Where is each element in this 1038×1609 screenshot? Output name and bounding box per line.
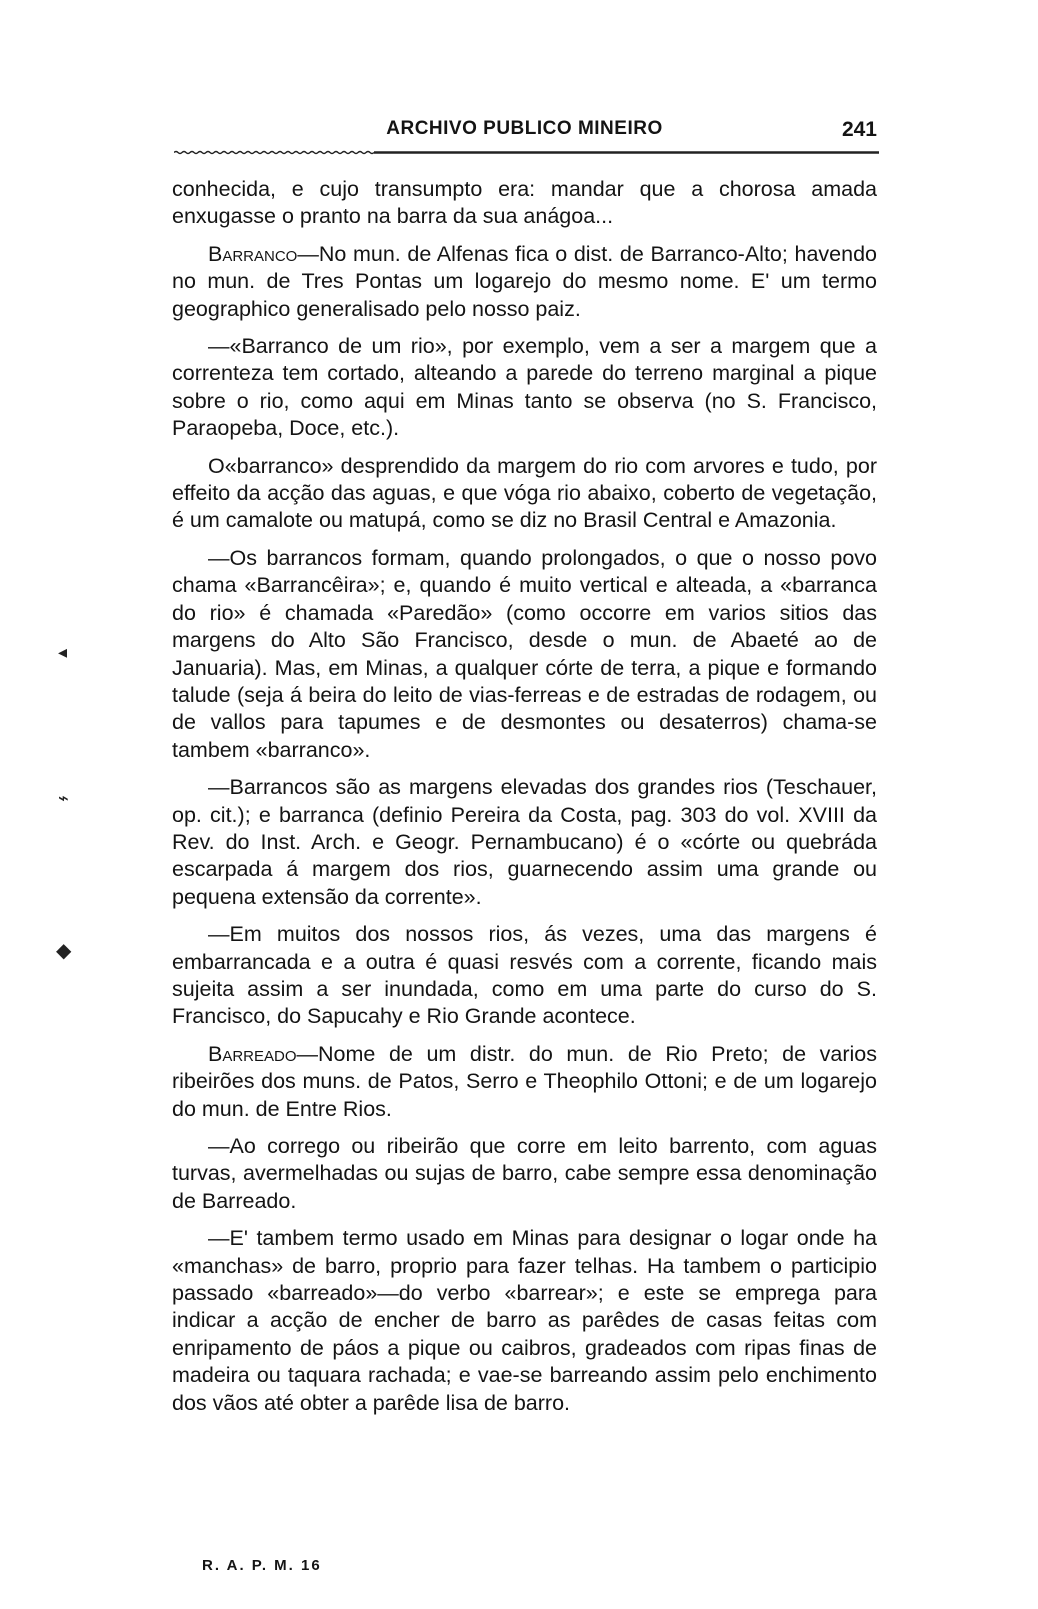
- paragraph-text: conhecida, e cujo transumpto era: mandar que a chorosa amada enxugasse o pranto na barra da sua anágoa...: [172, 177, 877, 229]
- signature-mark: R. A. P. M. 16: [202, 1557, 322, 1574]
- paragraph: [172, 774, 877, 911]
- paragraph-text: —Barrancos são as margens elevadas dos grandes rios (Teschauer, op. cit.); e barranca (definio Pereira da Costa, pag. 303 do vol. XVIII da Rev. do Inst. Arch. e Geogr. Pernambucano) é o «córte ou quebráda escarpada á margem dos rios, guarnecendo assim uma grande ou pequena extensão da corrente».: [172, 775, 877, 909]
- paragraph-text: —No mun. de Alfenas fica o dist. de Barranco-Alto; havendo no mun. de Tres Pontas um logarejo do mesmo nome. E' um termo geographico generalisado pelo nosso paiz.: [172, 241, 877, 321]
- margin-speck: ◆: [56, 940, 72, 962]
- paragraph-text: —E' tambem termo usado em Minas para designar o logar onde ha «manchas» de barro, proprio para fazer telhas. Ha tambem o participio passado «barreado»—do verbo «barrear»; e este se emprega para indicar a acção de encher de barro as parêdes de casas feitas com enripamento de páos a pique ou caibros, gradeados com ripas finas de madeira ou taquara rachada; e vae-se barreando assim pelo enchimento dos vãos até obter a parêde lisa de barro.: [172, 1226, 877, 1415]
- paragraph-text: —Os barrancos formam, quando prolongados, o que o nosso povo chama «Barrancêira»; e, quando é muito vertical e alteada, a «barranca do rio» é chamada «Paredão» (como occorre em varios sitios das margens do Alto São Francisco, desde o mun. de Abaeté ao de Januaria). Mas, em Minas, a qualquer córte de terra, a pique e formando talude (seja á beira do leito de vias-ferreas e de estradas de rodagem, ou de vallos para tapumes e de desmontes ou desaterros) chama-se tambem «barranco».: [172, 545, 877, 762]
- paragraph: [172, 453, 877, 535]
- entry-headword: Barreado: [208, 1041, 297, 1066]
- paragraph: [172, 921, 877, 1031]
- paragraph: [172, 545, 877, 764]
- paragraph: [172, 1225, 877, 1417]
- margin-speck: ◂: [58, 642, 68, 662]
- paragraph-text: —«Barranco de um rio», por exemplo, vem a ser a margem que a correnteza tem cortado, alteando a parede do terreno marginal a pique sobre o rio, como aqui em Minas tanto se observa (no S. Francisco, Paraopeba, Doce, etc.).: [172, 334, 877, 441]
- entry-headword: Barranco: [208, 241, 298, 266]
- margin-speck: ⌁: [58, 788, 69, 808]
- page-number: 241: [841, 118, 877, 141]
- paragraph-text: —Em muitos dos nossos rios, ás vezes, uma das margens é embarrancada e a outra é quasi resvés com a corrente, ficando mais sujeita assim a ser inundada, como em uma parte do curso do S. Francisco, do Sapucahy e Rio Grande acontece.: [172, 922, 877, 1029]
- running-header: [172, 118, 877, 148]
- paragraph: [172, 1133, 877, 1215]
- paragraph: [172, 176, 877, 231]
- entry-barranco: [172, 241, 877, 323]
- running-title: ARCHIVO PUBLICO MINEIRO: [386, 118, 663, 139]
- paragraph-text: —Nome de um distr. do mun. de Rio Preto; de varios ribeirões dos muns. de Patos, Serro e Theophilo Ottoni; e de um logarejo do mun. de Entre Rios.: [172, 1041, 877, 1121]
- paragraph-text: O«barranco» desprendido da margem do rio com arvores e tudo, por effeito da acção das aguas, e que vóga rio abaixo, coberto de vegetação, é um camalote ou matupá, como se diz no Brasil Central e Amazonia.: [172, 453, 877, 533]
- paragraph-text: —Ao corrego ou ribeirão que corre em leito barrento, com aguas turvas, avermelhadas ou sujas de barro, cabe sempre essa denominação de Barreado.: [172, 1134, 877, 1213]
- entry-barreado: [172, 1041, 877, 1123]
- header-rule: [174, 150, 879, 155]
- body-text: [172, 176, 877, 1427]
- paragraph: [172, 333, 877, 443]
